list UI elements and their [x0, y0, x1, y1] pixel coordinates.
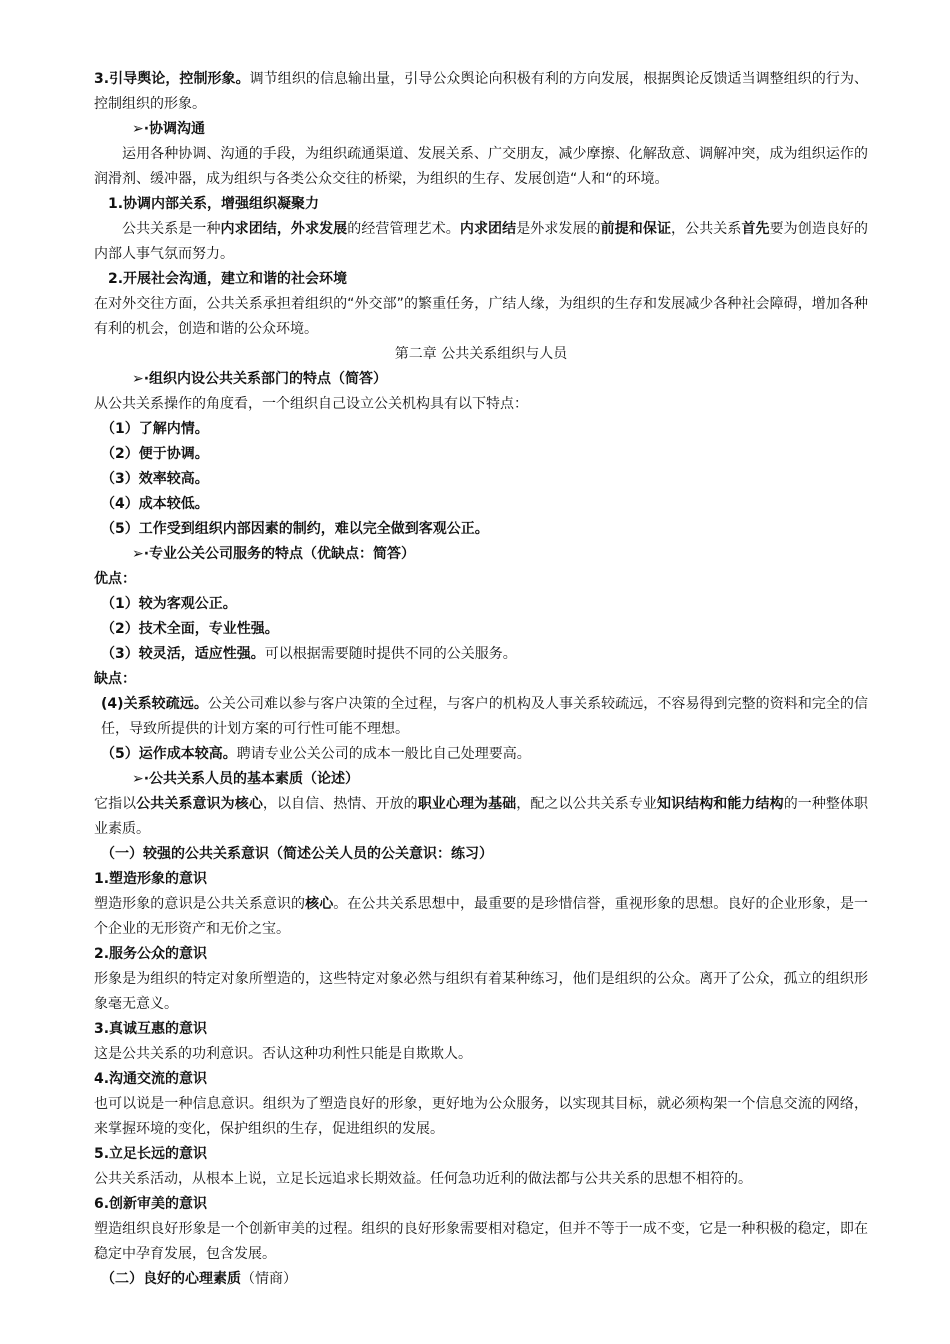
- heading-pr-awareness: （一）较强的公共关系意识（简述公关人员的公关意识：练习）: [101, 846, 493, 862]
- bullet-arrow-icon: ➢: [132, 371, 144, 387]
- list-item: （5）工作受到组织内部因素的制约，难以完全做到客观公正。: [101, 521, 489, 537]
- heading-social-communication: 2.开展社会沟通，建立和谐的社会环境: [108, 271, 348, 287]
- bullet-arrow-icon: ➢: [132, 121, 144, 137]
- label-disadvantages: 缺点：: [94, 671, 136, 687]
- heading-psychological-quality: （二）良好的心理素质（情商）: [101, 1271, 297, 1287]
- heading-pr-firm-features: ➢·专业公关公司服务的特点（优缺点：简答）: [132, 546, 416, 562]
- heading-innovation-awareness: 6.创新审美的意识: [94, 1196, 208, 1212]
- list-item: （3）效率较高。: [101, 471, 209, 487]
- label-advantages: 优点：: [94, 571, 136, 587]
- list-item: （5）运作成本较高。聘请专业公关公司的成本一般比自己处理要高。: [101, 746, 531, 762]
- paragraph-internal-dept-intro: 从公共关系操作的角度看，一个组织自己设立公关机构具有以下特点：: [94, 396, 528, 412]
- heading-image-awareness: 1.塑造形象的意识: [94, 871, 208, 887]
- paragraph-reciprocity-awareness: 这是公共关系的功利意识。否认这种功利性只能是自欺欺人。: [94, 1046, 472, 1062]
- heading-longterm-awareness: 5.立足长远的意识: [94, 1146, 208, 1162]
- list-item: （3）较灵活，适应性强。可以根据需要随时提供不同的公关服务。: [101, 646, 517, 662]
- paragraph-image-awareness: 塑造形象的意识是公共关系意识的核心。在公共关系思想中，最重要的是珍惜信誉，重视形象的思想。良好的企业形象，是一个企业的无形资产和无价之宝。: [94, 896, 869, 937]
- list-item: （1）了解内情。: [101, 421, 209, 437]
- list-item: （2）便于协调。: [101, 446, 209, 462]
- heading-service-awareness: 2.服务公众的意识: [94, 946, 208, 962]
- list-item: (4)关系较疏远。公关公司难以参与客户决策的全过程，与客户的机构及人事关系较疏远，不容易得到完整的资料和完全的信任，导致所提供的计划方案的可行性可能不理想。: [101, 696, 869, 737]
- list-item: （2）技术全面，专业性强。: [101, 621, 279, 637]
- paragraph-innovation-awareness: 塑造组织良好形象是一个创新审美的过程。组织的良好形象需要相对稳定，但并不等于一成不变，它是一种积极的稳定，即在稳定中孕育发展，包含发展。: [94, 1221, 868, 1262]
- heading-coordinate-communicate: ➢·协调沟通: [132, 121, 206, 137]
- heading-reciprocity-awareness: 3.真诚互惠的意识: [94, 1021, 208, 1037]
- list-item: （4）成本较低。: [101, 496, 209, 512]
- list-item: （1）较为客观公正。: [101, 596, 237, 612]
- bullet-arrow-icon: ➢: [132, 771, 144, 787]
- chapter-title: 第二章 公共关系组织与人员: [394, 346, 568, 362]
- bullet-arrow-icon: ➢: [132, 546, 144, 562]
- heading-pr-staff-qualities: ➢·公共关系人员的基本素质（论述）: [132, 771, 360, 787]
- heading-internal-dept-features: ➢·组织内设公共关系部门的特点（简答）: [132, 371, 388, 387]
- paragraph-longterm-awareness: 公共关系活动，从根本上说，立足长远追求长期效益。任何急功近利的做法都与公共关系的思想不相符的。: [94, 1171, 752, 1187]
- paragraph-guide-opinion: 3.引导舆论，控制形象。调节组织的信息输出量，引导公众舆论向积极有利的方向发展，根据舆论反馈适当调整组织的行为、控制组织的形象。: [94, 71, 869, 112]
- heading-communication-awareness: 4.沟通交流的意识: [94, 1071, 208, 1087]
- paragraph-service-awareness: 形象是为组织的特定对象所塑造的，这些特定对象必然与组织有着某种练习，他们是组织的公众。离开了公众，孤立的组织形象毫无意义。: [94, 971, 868, 1012]
- paragraph-coordinate: 运用各种协调、沟通的手段，为组织疏通渠道、发展关系、广交朋友，减少摩擦、化解敌意、调解冲突，成为组织运作的润滑剂、缓冲器，成为组织与各类公众交往的桥梁，为组织的生存、发展创造“人和“的环境。: [94, 146, 868, 187]
- paragraph-staff-qualities: 它指以公共关系意识为核心，以自信、热情、开放的职业心理为基础，配之以公共关系专业知识结构和能力结构的一种整体职业素质。: [94, 796, 869, 837]
- paragraph-communication-awareness: 也可以说是一种信息意识。组织为了塑造良好的形象，更好地为公众服务，以实现其目标，就必须构架一个信息交流的网络，来掌握环境的变化，保护组织的生存，促进组织的发展。: [94, 1096, 868, 1137]
- paragraph-internal-relations: 公共关系是一种内求团结，外求发展的经营管理艺术。内求团结是外求发展的前提和保证，公共关系首先要为创造良好的内部人事气氛而努力。: [94, 221, 869, 262]
- heading-internal-relations: 1.协调内部关系，增强组织凝聚力: [108, 196, 320, 212]
- paragraph-social-communication: 在对外交往方面，公共关系承担着组织的“外交部”的繁重任务，广结人缘，为组织的生存和发展减少各种社会障碍，增加各种有利的机会，创造和谐的公众环境。: [94, 296, 868, 337]
